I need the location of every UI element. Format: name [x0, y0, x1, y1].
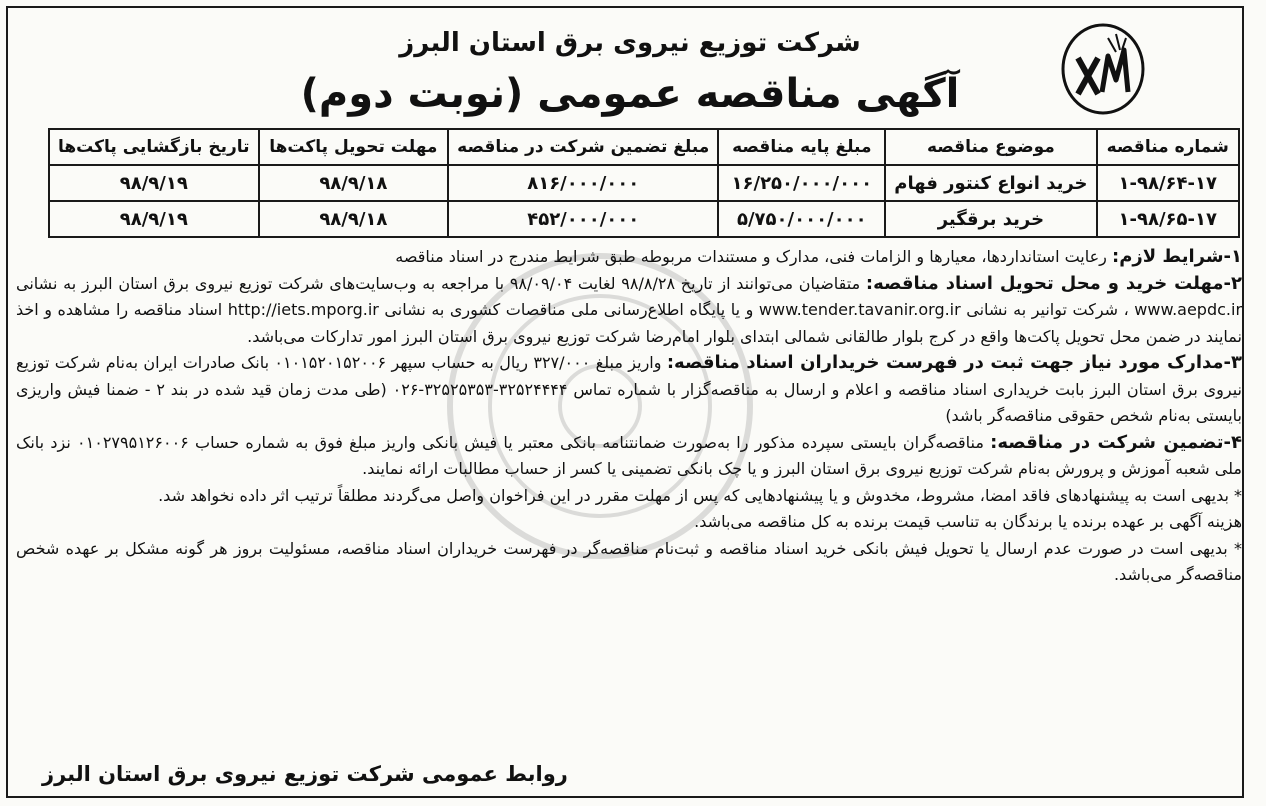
table-header-row [49, 129, 1239, 165]
header-guarantee-amount: مبلغ تضمین شرکت در مناقصه [448, 129, 718, 165]
section-heading: ۳-مدارک مورد نیاز جهت ثبت در فهرست خریداران اسناد مناقصه: [666, 352, 1242, 373]
header-delivery-deadline: مهلت تحویل پاکت‌ها [259, 129, 449, 165]
table-row [49, 165, 1239, 201]
advertisement-body [16, 244, 1242, 589]
header-tender-number: شماره مناقصه [1097, 129, 1239, 165]
page-title: آگهی مناقصه عمومی (نوبت دوم) [300, 71, 960, 117]
cell-subject: خرید انواع کنتور فهام [885, 165, 1096, 201]
tender-table [48, 128, 1240, 238]
cell-base-amount: ۵/۷۵۰/۰۰۰/۰۰۰ [718, 201, 885, 237]
table-row [49, 201, 1239, 237]
section-required-documents [16, 350, 1242, 430]
section-guarantee [16, 430, 1242, 483]
note-responsibility: * بدیهی است در صورت عدم ارسال یا تحویل فیش بانکی خرید اسناد مناقصه و ثبت‌نام مناقصه‌گر در فهرست خریداران اسناد مناقصه، مسئولیت بروز هر گونه مشکل بر عهده شخص مناقصه‌گر می‌باشد. [16, 538, 1242, 584]
cell-delivery-deadline: ۹۸/۹/۱۸ [259, 165, 449, 201]
cell-guarantee-amount: ۸۱۶/۰۰۰/۰۰۰ [448, 165, 718, 201]
public-relations-signature: روابط عمومی شرکت توزیع نیروی برق استان البرز [42, 762, 568, 786]
company-name: شرکت توزیع نیروی برق استان البرز [399, 28, 861, 58]
section-text: مناقصه‌گران بایستی سپرده مذکور را به‌صورت ضمانتنامه بانکی معتبر یا فیش بانکی واریز مبلغ فوق به شماره حساب ۰۱۰۲۷۹۵۱۲۶۰۰۶ نزد بانک ملی شعبه آموزش و پرورش به‌نام شرکت توزیع نیروی برق استان البرز و یا چک بانکی تضمینی یا کسر از حساب مطالبات ارائه نمایند. [16, 432, 1242, 478]
section-purchase-deadline [16, 271, 1242, 351]
header-subject: موضوع مناقصه [885, 129, 1096, 165]
section-heading: ۱-شرایط لازم: [1112, 246, 1242, 267]
section-requirements [16, 244, 1242, 271]
note-invalid-bids: * بدیهی است به پیشنهادهای فاقد امضا، مشروط، مخدوش و یا پیشنهادهایی که پس از مهلت مقرر در این فراخوان واصل می‌گردند مطلقاً ترتیب اثر داده نخواهد شد. [158, 485, 1242, 505]
cell-guarantee-amount: ۴۵۲/۰۰۰/۰۰۰ [448, 201, 718, 237]
note-ad-cost: هزینه آگهی بر عهده برنده یا برندگان به تناسب قیمت برنده به کل مناقصه می‌باشد. [694, 512, 1242, 531]
cell-delivery-deadline: ۹۸/۹/۱۸ [259, 201, 449, 237]
cell-base-amount: ۱۶/۲۵۰/۰۰۰/۰۰۰ [718, 165, 885, 201]
company-logo-icon [1058, 20, 1148, 118]
cell-subject: خرید برقگیر [885, 201, 1096, 237]
header-opening-date: تاریخ بازگشایی پاکت‌ها [49, 129, 259, 165]
cell-tender-number: ۱-۹۸/۶۴-۱۷ [1097, 165, 1239, 201]
cell-opening-date: ۹۸/۹/۱۹ [49, 165, 259, 201]
section-heading: ۲-مهلت خرید و محل تحویل اسناد مناقصه: [865, 272, 1242, 294]
cell-opening-date: ۹۸/۹/۱۹ [49, 201, 259, 237]
cell-tender-number: ۱-۹۸/۶۵-۱۷ [1097, 201, 1239, 237]
section-text: متقاضیان می‌توانند از تاریخ ۹۸/۸/۲۸ لغایت ۹۸/۰۹/۰۴ با مراجعه به وب‌سایت‌های شرکت توزیع نیروی برق استان البرز به نشانی www.aepdc.ir ، شرکت توانیر به نشانی www.tender.tavanir.org.ir و یا پایگاه اطلاع‌رسانی ملی مناقصات کشوری به نشانی http://iets.mporg.ir اسناد مناقصه را مشاهده و اخذ نمایند در ضمن محل تحویل پاکت‌ها واقع در کرج بلوار طالقانی شمالی ابتدای بلوار امام‌رضا شرکت توزیع نیروی برق استان البرز امور تدارکات می‌باشد. [16, 273, 1243, 346]
header-base-amount: مبلغ پایه مناقصه [718, 129, 885, 165]
section-text: رعایت استانداردها، معیارها و الزامات فنی، مدارک و مستندات مربوطه طبق شرایط مندرج در اسناد مناقصه [395, 247, 1112, 266]
section-heading: ۴-تضمین شرکت در مناقصه: [990, 431, 1242, 453]
section-text: واریز مبلغ ۳۲۷/۰۰۰ ریال به حساب سپهر ۰۱۰۱۵۲۰۱۵۲۰۰۶ بانک صادرات ایران به‌نام شرکت توزیع نیروی برق استان البرز بابت خریداری اسناد مناقصه و اعلام و ارسال به مناقصه‌گزار با شماره تماس ۳۲۵۲۴۴۴۴-۳۲۵۲۵۳۵۳-۰۲۶ (طی مدت زمان قید شده در بند ۲ - ضمنا فیش واریزی بایستی به‌نام شخص حقوقی مناقصه‌گر باشد) [16, 353, 1243, 425]
